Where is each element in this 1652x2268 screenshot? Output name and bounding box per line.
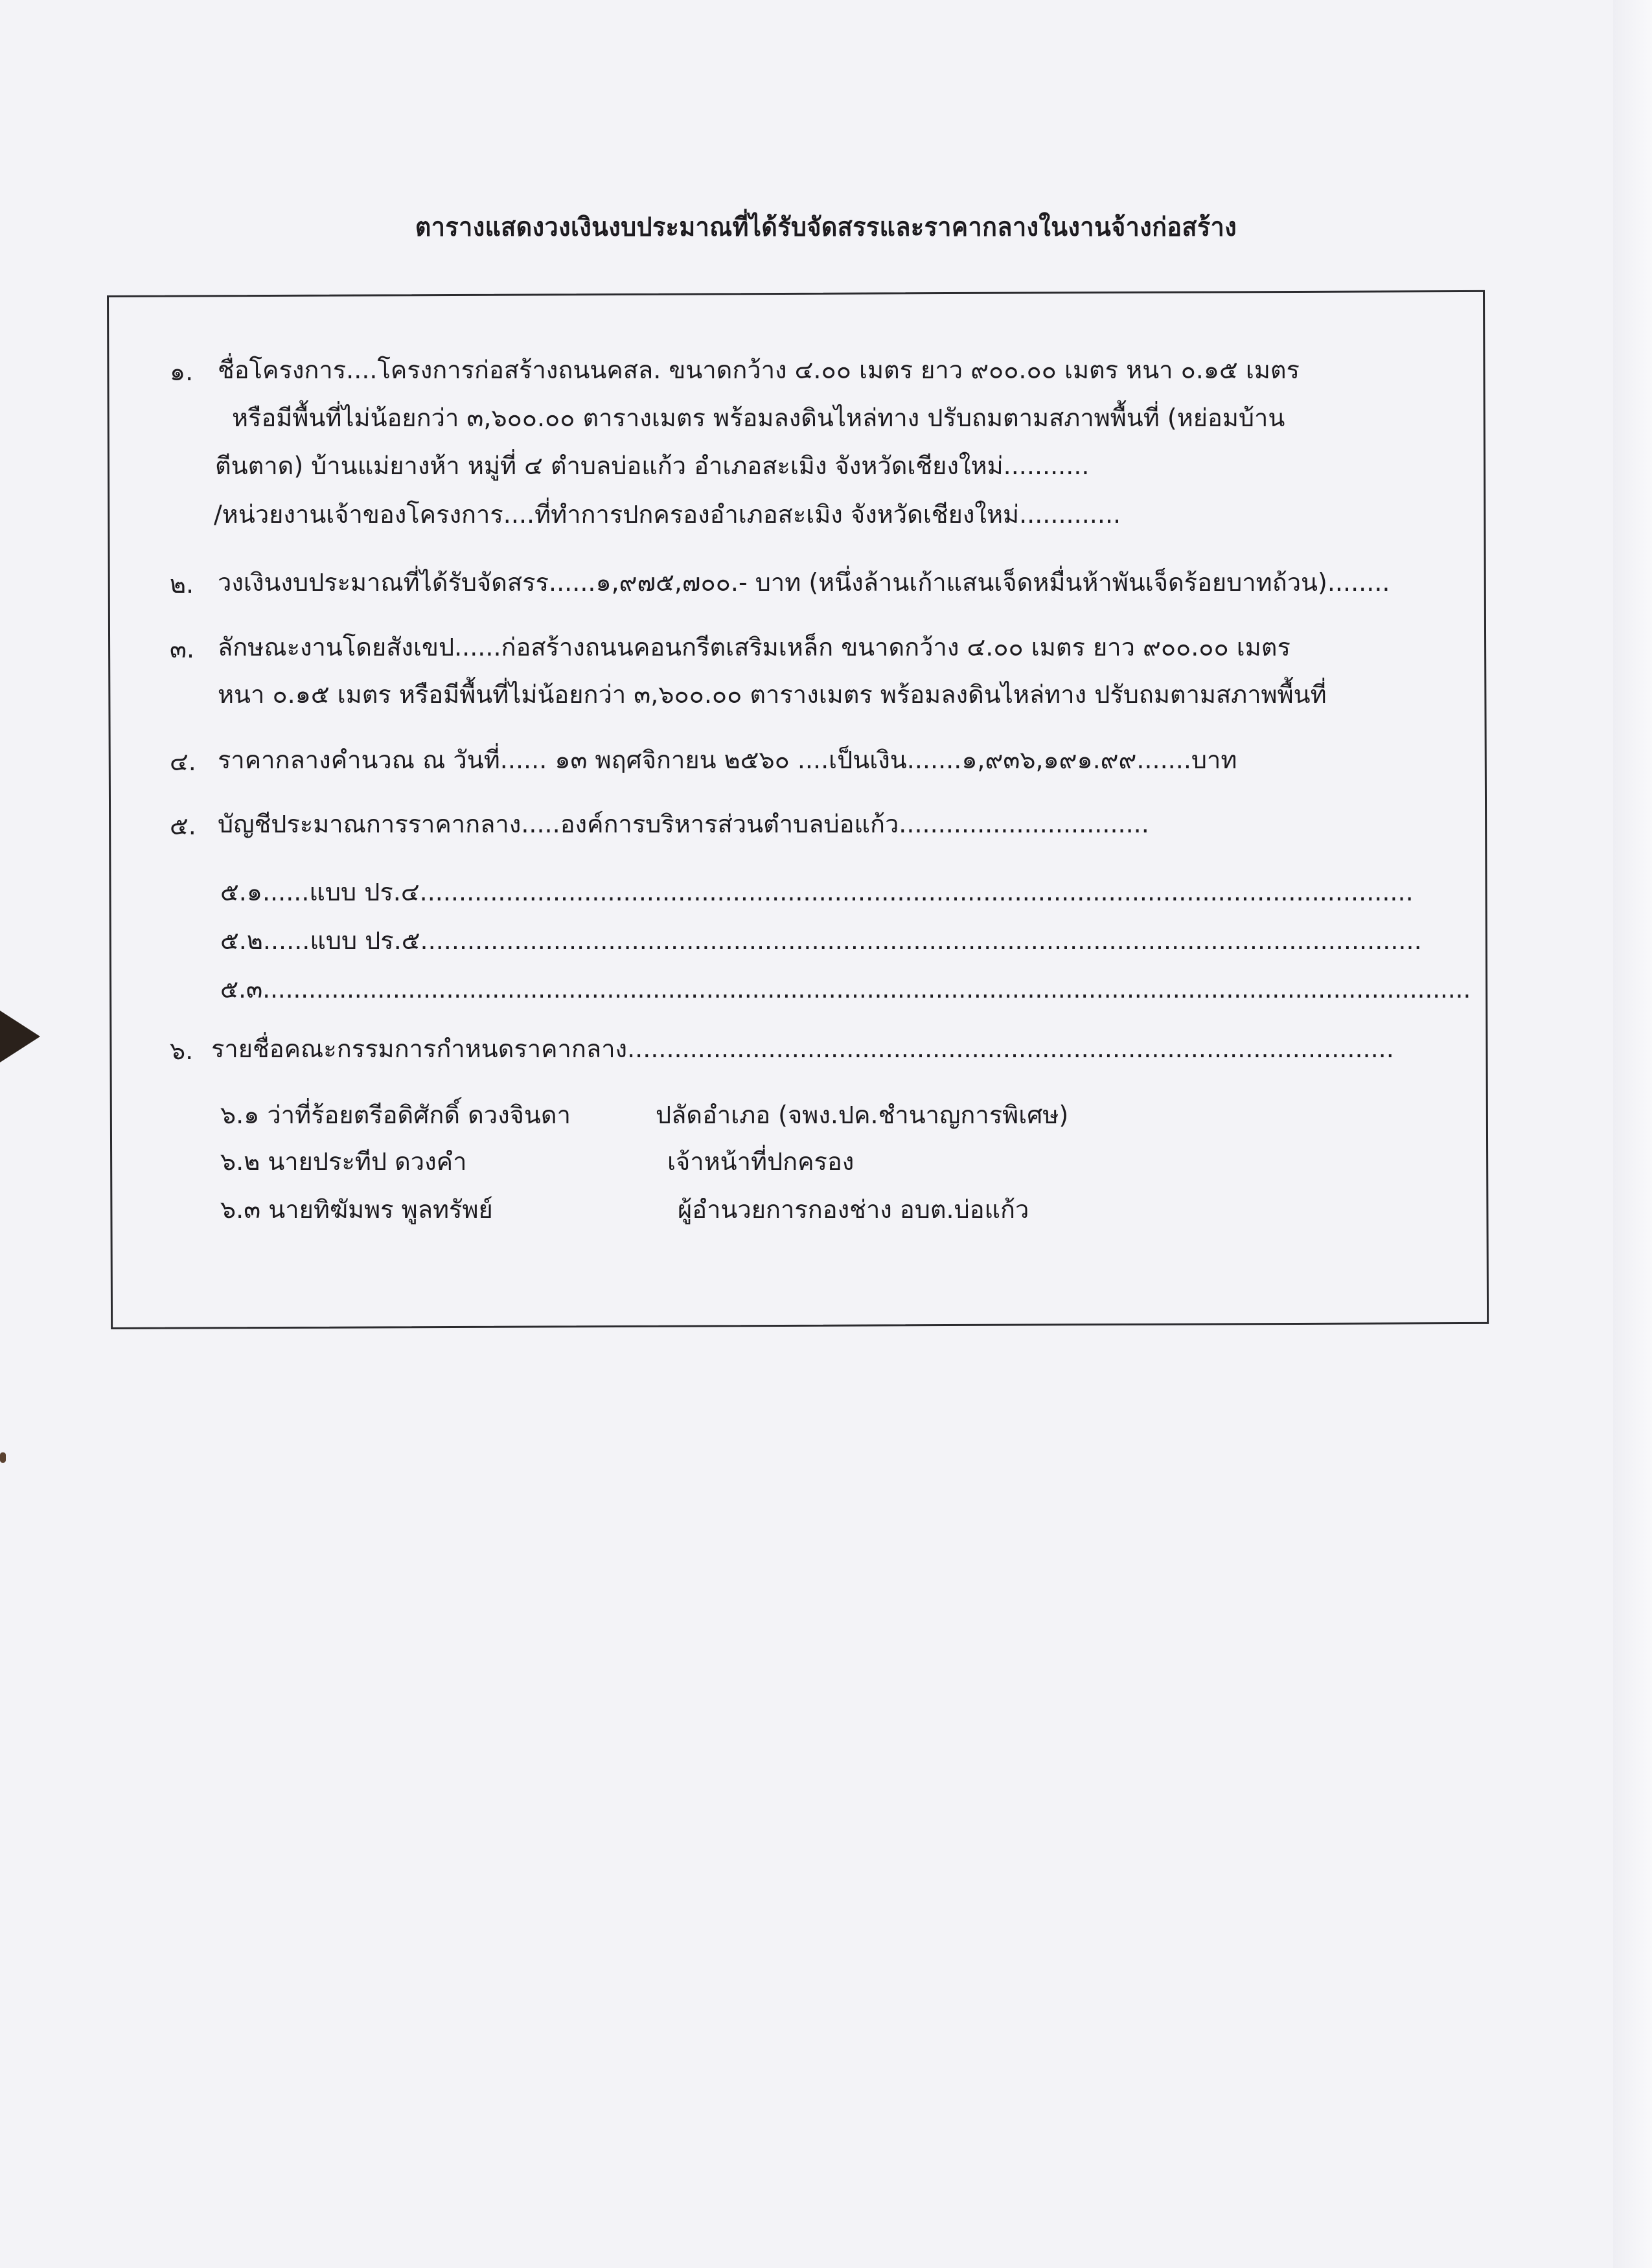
item-1-line-2: หรือมีพื้นที่ไม่น้อยกว่า ๓,๖๐๐.๐๐ ตารางเมตร พร้อมลงดินไหล่ทาง ปรับถมตามสภาพพื้นที่ (หย่อมบ้าน bbox=[232, 404, 1285, 432]
item-3-line-1: ลักษณะงานโดยสังเขป......ก่อสร้างถนนคอนกรีตเสริมเหล็ก ขนาดกว้าง ๔.๐๐ เมตร ยาว ๙๐๐.๐๐ เมตร bbox=[218, 633, 1291, 661]
committee-member-1-name: ๖.๑ ว่าที่ร้อยตรีอดิศักดิ์ ดวงจินดา bbox=[220, 1101, 571, 1129]
item-5-line-1: บัญชีประมาณการราคากลาง.....องค์การบริหารส่วนตำบลบ่อแก้ว................................ bbox=[218, 810, 1149, 838]
item-4-line-1: ราคากลางคำนวณ ณ วันที่...... ๑๓ พฤศจิกายน ๒๕๖๐ ....เป็นเงิน.......๑,๙๓๖,๑๙๑.๙๙.......บาท bbox=[218, 746, 1237, 774]
item-1-line-1: ชื่อโครงการ....โครงการก่อสร้างถนนคสล. ขนาดกว้าง ๔.๐๐ เมตร ยาว ๙๐๐.๐๐ เมตร หนา ๐.๑๕ เมตร bbox=[218, 356, 1300, 384]
item-2-line-1: วงเงินงบประมาณที่ได้รับจัดสรร......๑,๙๗๕,๗๐๐.- บาท (หนึ่งล้านเก้าแสนเจ็ดหมื่นห้าพันเจ็ดร้อยบาทถ้วน)........ bbox=[218, 568, 1390, 597]
item-6-number: ๖. bbox=[170, 1037, 194, 1065]
page-edge bbox=[1613, 0, 1652, 2268]
committee-member-3-name: ๖.๓ นายทิฆัมพร พูลทรัพย์ bbox=[220, 1195, 493, 1224]
item-1-line-4: /หน่วยงานเจ้าของโครงการ....ที่ทำการปกครองอำเภอสะเมิง จังหวัดเชียงใหม่............. bbox=[214, 500, 1121, 529]
item-1-number: ๑. bbox=[170, 358, 194, 386]
item-5-number: ๕. bbox=[170, 812, 196, 840]
item-2-number: ๒. bbox=[170, 570, 194, 599]
item-4-number: ๔. bbox=[170, 748, 196, 776]
item-5-sub-3: ๕.๓.............................................................................................................................................................. bbox=[220, 975, 1471, 1003]
item-5-sub-2: ๕.๒......แบบ ปร.๕................................................................................................................................ bbox=[220, 926, 1422, 955]
item-5-sub-1: ๕.๑......แบบ ปร.๔............................................................................................................................... bbox=[220, 878, 1414, 906]
item-3-number: ๓. bbox=[170, 635, 195, 663]
torn-paper-mark bbox=[0, 1011, 40, 1062]
item-6-line-1: รายชื่อคณะกรรมการกำหนดราคากลาง.................................................................................................. bbox=[211, 1035, 1394, 1063]
committee-member-1-role: ปลัดอำเภอ (จพง.ปค.ชำนาญการพิเศษ) bbox=[656, 1101, 1069, 1129]
item-3-line-2: หนา ๐.๑๕ เมตร หรือมีพื้นที่ไม่น้อยกว่า ๓,๖๐๐.๐๐ ตารางเมตร พร้อมลงดินไหล่ทาง ปรับถมตามสภาพพื้นที่ bbox=[218, 680, 1327, 709]
committee-member-3-role: ผู้อำนวยการกองช่าง อบต.บ่อแก้ว bbox=[678, 1195, 1029, 1224]
committee-member-2-name: ๖.๒ นายประทีป ดวงคำ bbox=[220, 1147, 467, 1176]
committee-member-2-role: เจ้าหน้าที่ปกครอง bbox=[667, 1147, 855, 1176]
document-title: ตารางแสดงวงเงินงบประมาณที่ได้รับจัดสรรและราคากลางในงานจ้างก่อสร้าง bbox=[415, 212, 1237, 242]
paper-speck bbox=[0, 1452, 6, 1463]
item-1-line-3: ตีนตาด) บ้านแม่ยางห้า หมู่ที่ ๔ ตำบลบ่อแก้ว อำเภอสะเมิง จังหวัดเชียงใหม่........... bbox=[215, 452, 1090, 480]
